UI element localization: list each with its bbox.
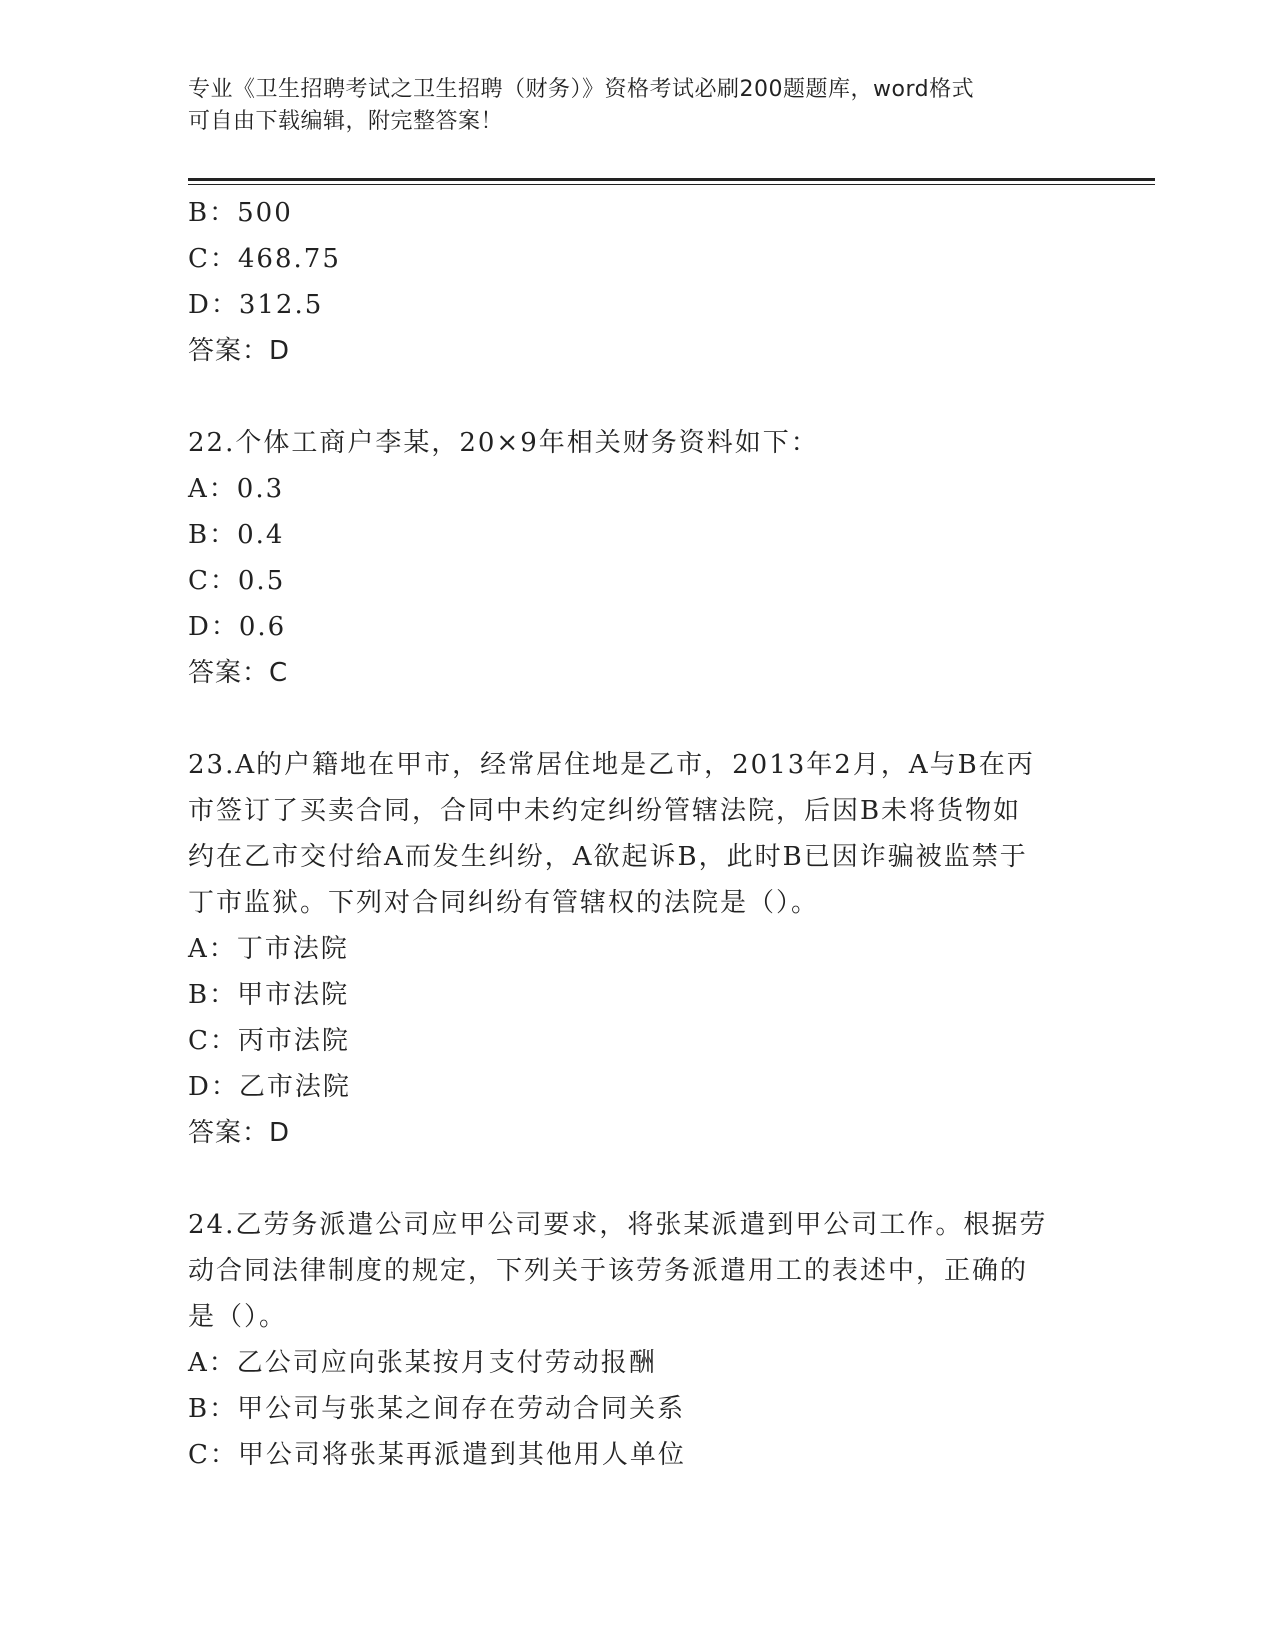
header-rule-thick bbox=[188, 178, 1155, 181]
spacer bbox=[188, 696, 1088, 742]
spacer bbox=[188, 374, 1088, 420]
option-b: B：0.4 bbox=[188, 520, 285, 550]
question-text-line: 动合同法律制度的规定，下列关于该劳务派遣用工的表述中，正确的 bbox=[188, 1256, 1029, 1286]
option-c: C：甲公司将张某再派遣到其他用人单位 bbox=[188, 1440, 686, 1470]
answer-line: 答案：D bbox=[188, 336, 291, 366]
question-21-tail bbox=[188, 190, 1088, 374]
option-d: D：0.6 bbox=[188, 612, 287, 642]
header-title-line-2: 可自由下载编辑，附完整答案！ bbox=[188, 109, 504, 134]
option-c: C：丙市法院 bbox=[188, 1026, 350, 1056]
option-b: B：甲市法院 bbox=[188, 980, 350, 1010]
option-a: A：0.3 bbox=[188, 474, 285, 504]
option-a: A：丁市法院 bbox=[188, 934, 349, 964]
header-rule-thin bbox=[188, 184, 1155, 185]
question-text-line: 23.A的户籍地在甲市，经常居住地是乙市，2013年2月，A与B在丙 bbox=[188, 750, 1035, 780]
option-c: C：0.5 bbox=[188, 566, 286, 596]
question-text: 22.个体工商户李某，20×9年相关财务资料如下： bbox=[188, 428, 819, 458]
spacer bbox=[188, 1156, 1088, 1202]
option-b: B：500 bbox=[188, 198, 293, 228]
option-d: D：乙市法院 bbox=[188, 1072, 351, 1102]
option-b: B：甲公司与张某之间存在劳动合同关系 bbox=[188, 1394, 686, 1424]
question-text-line: 24.乙劳务派遣公司应甲公司要求，将张某派遣到甲公司工作。根据劳 bbox=[188, 1210, 1048, 1240]
question-text-line: 约在乙市交付给A而发生纠纷，A欲起诉B，此时B已因诈骗被监禁于 bbox=[188, 842, 1028, 872]
answer-line: 答案：C bbox=[188, 658, 289, 688]
question-22 bbox=[188, 420, 1088, 696]
question-23 bbox=[188, 742, 1088, 1156]
option-a: A：乙公司应向张某按月支付劳动报酬 bbox=[188, 1348, 657, 1378]
header-title-line-1: 专业《卫生招聘考试之卫生招聘（财务）》资格考试必刷200题题库，word格式 bbox=[188, 77, 975, 102]
option-c: C：468.75 bbox=[188, 244, 341, 274]
question-24 bbox=[188, 1202, 1088, 1478]
option-d: D：312.5 bbox=[188, 290, 324, 320]
document-header bbox=[188, 74, 1068, 138]
question-content bbox=[188, 190, 1088, 1478]
question-text-line: 市签订了买卖合同，合同中未约定纠纷管辖法院，后因B未将货物如 bbox=[188, 796, 1022, 826]
answer-line: 答案：D bbox=[188, 1118, 291, 1148]
question-text-line: 是（）。 bbox=[188, 1302, 288, 1332]
question-text-line: 丁市监狱。下列对合同纠纷有管辖权的法院是（）。 bbox=[188, 888, 820, 918]
